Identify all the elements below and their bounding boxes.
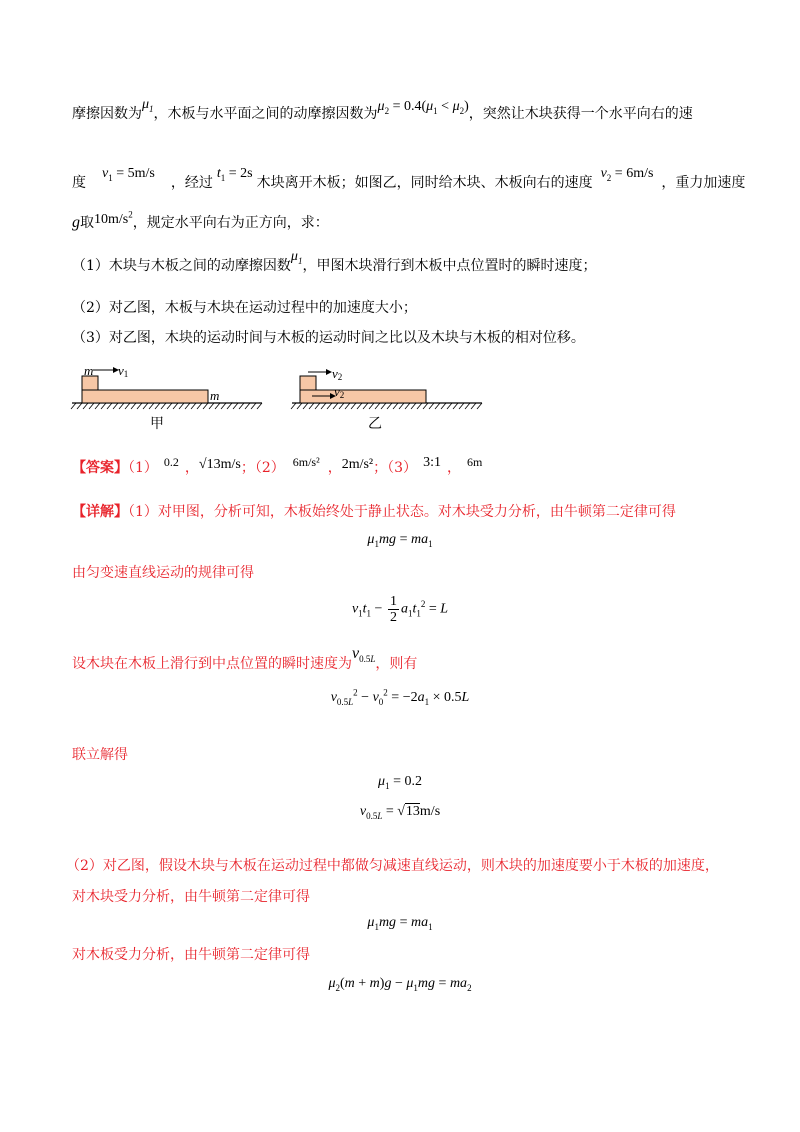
eq-newton-block: $\mu_1mg = ma_1$ <box>367 915 433 932</box>
solution-line-5 <box>66 856 719 876</box>
text: （1） <box>128 460 158 476</box>
text: （2）对乙图，假设木块与木板在运动过程中都做匀减速直线运动，则木块的加速度要小于木板的加速度， <box>66 858 719 874</box>
ground-hatch <box>137 403 142 409</box>
answer-2: √13m/s <box>198 457 241 472</box>
problem-line-3 <box>72 209 329 234</box>
ground-hatch <box>465 403 470 409</box>
ground-hatch <box>179 403 184 409</box>
text: ，甲图木块滑行到木板中点位置时的瞬时速度； <box>302 258 597 274</box>
ground-hatch <box>393 403 398 409</box>
eq-v05L-result: $v_{0.5L} = √13m/s$ <box>359 804 441 821</box>
solution-line-3 <box>72 645 418 674</box>
g-symbol: g <box>72 214 80 231</box>
text: 取 <box>80 215 94 231</box>
v1-formula: $v_1 = 5m/s$ <box>102 166 155 183</box>
ground-hatch <box>245 403 250 409</box>
text: （2）对乙图，木板与木块在运动过程中的加速度大小； <box>72 300 417 316</box>
physics-figure <box>0 358 800 438</box>
ground-hatch <box>227 403 232 409</box>
eq-kinematics-2: $v_{0.5L}^2 - v_0^2 = -2a_1 \times 0.5L$ <box>330 687 470 707</box>
ground-hatch <box>471 403 476 409</box>
solution-line-7 <box>72 945 310 965</box>
text: 木块离开木板；如图乙，同时给木块、木板向右的速度 <box>256 175 593 191</box>
ground-hatch <box>291 403 296 409</box>
question-2 <box>72 298 417 318</box>
ground-hatch <box>131 403 136 409</box>
problem-line-1 <box>72 97 693 125</box>
eq-newton-1: $\mu_1mg = ma_1$ <box>367 532 433 549</box>
ground-hatch <box>453 403 458 409</box>
text: 对木板受力分析，由牛顿第二定律可得 <box>72 947 310 963</box>
answer-1: 0.2 <box>163 455 179 469</box>
ground-hatch <box>101 403 106 409</box>
ground-hatch <box>77 403 82 409</box>
text: 对木块受力分析，由牛顿第二定律可得 <box>72 889 310 905</box>
ground-hatch <box>221 403 226 409</box>
ground-hatch <box>203 403 208 409</box>
ground-hatch <box>399 403 404 409</box>
v2-label-board: v2 <box>334 384 345 400</box>
ground-hatch <box>239 403 244 409</box>
ground-hatch <box>309 403 314 409</box>
ground-hatch <box>327 403 332 409</box>
ground-hatch <box>429 403 434 409</box>
ground-hatch <box>161 403 166 409</box>
ground-hatch <box>321 403 326 409</box>
ground-hatch <box>303 403 308 409</box>
question-3 <box>72 328 585 348</box>
ground-hatch <box>297 403 302 409</box>
ground-hatch <box>339 403 344 409</box>
board-left <box>82 390 208 403</box>
ground-hatch <box>173 403 178 409</box>
text: ，则有 <box>375 656 418 672</box>
ground-hatch <box>477 403 482 409</box>
ground-hatch <box>381 403 386 409</box>
solution-line-1 <box>72 502 676 522</box>
ground-hatch <box>405 403 410 409</box>
text: ，重力加速度 <box>661 175 746 191</box>
ground-hatch <box>185 403 190 409</box>
text: ，突然让木块获得一个水平向右的速 <box>468 106 693 122</box>
ground-hatch <box>191 403 196 409</box>
ground-hatch <box>233 403 238 409</box>
text: ，经过 <box>170 175 213 191</box>
answer-5: 3:1 <box>423 455 441 470</box>
eq-newton-board: $\mu_2(m + m)g - \mu_1mg = ma_2$ <box>328 976 472 993</box>
answer-4: 2m/s² <box>341 457 374 472</box>
label-jia: 甲 <box>150 416 164 432</box>
answer-6: 6m <box>466 455 483 469</box>
text: （3）对乙图，木块的运动时间与木板的运动时间之比以及木块与木板的相对位移。 <box>72 330 585 346</box>
ground-hatch <box>441 403 446 409</box>
m-label-block: m <box>84 363 94 378</box>
ground-hatch <box>197 403 202 409</box>
solution-line-2 <box>72 563 254 583</box>
ground-hatch <box>155 403 160 409</box>
ground-hatch <box>107 403 112 409</box>
text: 设木块在木板上滑行到中点位置的瞬时速度为 <box>72 656 352 672</box>
ground-hatch <box>215 403 220 409</box>
v2-label-block: v2 <box>332 366 343 382</box>
ground-hatch <box>149 403 154 409</box>
text: （1）木块与木板之间的动摩擦因数 <box>72 258 291 274</box>
ground-hatch <box>95 403 100 409</box>
eq-mu1-result: $\mu_1 = 0.2$ <box>378 774 422 791</box>
ground-hatch <box>143 403 148 409</box>
m-label-board: m <box>210 388 220 403</box>
v05L-symbol: $v_{0.5L}$ <box>352 645 376 665</box>
ground-hatch <box>251 403 256 409</box>
solution-tag: 【详解】 <box>72 504 128 520</box>
ground-hatch <box>209 403 214 409</box>
ground-hatch <box>387 403 392 409</box>
ground-hatch <box>435 403 440 409</box>
block-right <box>300 376 316 390</box>
text: ；（2） <box>240 460 285 476</box>
ground-hatch <box>345 403 350 409</box>
label-yi: 乙 <box>368 416 382 432</box>
ground-hatch <box>459 403 464 409</box>
text: 度 <box>72 175 86 191</box>
answer-line: 【答案】（1） 0.2 ，√13m/s；（2） 6m/s² ，2m/s²；（3） 3:1 ， 6m <box>72 455 483 476</box>
ground-hatch <box>411 403 416 409</box>
t1-formula: $t_1 = 2s$ <box>216 166 253 183</box>
ground-hatch <box>125 403 130 409</box>
ground-hatch <box>447 403 452 409</box>
ground-hatch <box>167 403 172 409</box>
g-value: $10m/s^2$ <box>94 209 133 227</box>
figure-right <box>291 366 482 432</box>
mu2-formula: $\mu_2 = 0.4(\mu_1 < \mu_2)$ <box>377 99 469 116</box>
ground-hatch <box>333 403 338 409</box>
mu1-symbol: $\mu_1$ <box>142 97 154 114</box>
text: 摩擦因数为 <box>72 106 142 122</box>
ground-hatch <box>357 403 362 409</box>
eq-kinematics-1: $v_1t_1$ − $\frac{1}{2}$ $a_1t_1^2 = L$ <box>351 594 449 625</box>
solution-line-6 <box>72 887 310 907</box>
ground-hatch <box>369 403 374 409</box>
question-1 <box>72 249 597 277</box>
ground-hatch <box>351 403 356 409</box>
text: ，木板与水平面之间的动摩擦因数为 <box>153 106 378 122</box>
mu1-symbol: $\mu_1$ <box>290 249 303 266</box>
solution-line-4 <box>72 745 128 765</box>
v2-formula: $v_2 = 6m/s$ <box>600 166 654 183</box>
text: ；（3） <box>373 460 418 476</box>
ground-hatch <box>375 403 380 409</box>
text: 联立解得 <box>72 747 128 763</box>
ground-hatch <box>83 403 88 409</box>
ground-hatch <box>423 403 428 409</box>
text: （1）对甲图，分析可知，木板始终处于静止状态。对木块受力分析，由牛顿第二定律可得 <box>128 504 676 520</box>
figure-left <box>71 363 262 432</box>
text: ，规定水平向右为正方向，求： <box>132 215 329 231</box>
ground-hatch <box>119 403 124 409</box>
text: 由匀变速直线运动的规律可得 <box>72 565 254 581</box>
ground-hatch <box>363 403 368 409</box>
answer-3: 6m/s² <box>292 455 320 469</box>
ground-hatch <box>257 403 262 409</box>
ground-hatch <box>71 403 76 409</box>
answer-tag: 【答案】 <box>72 460 128 476</box>
ground-hatch <box>113 403 118 409</box>
ground-hatch <box>89 403 94 409</box>
ground-hatch <box>417 403 422 409</box>
block-left <box>82 376 98 390</box>
v1-label: v1 <box>118 363 129 379</box>
ground-hatch <box>315 403 320 409</box>
problem-line-2 <box>72 166 746 194</box>
